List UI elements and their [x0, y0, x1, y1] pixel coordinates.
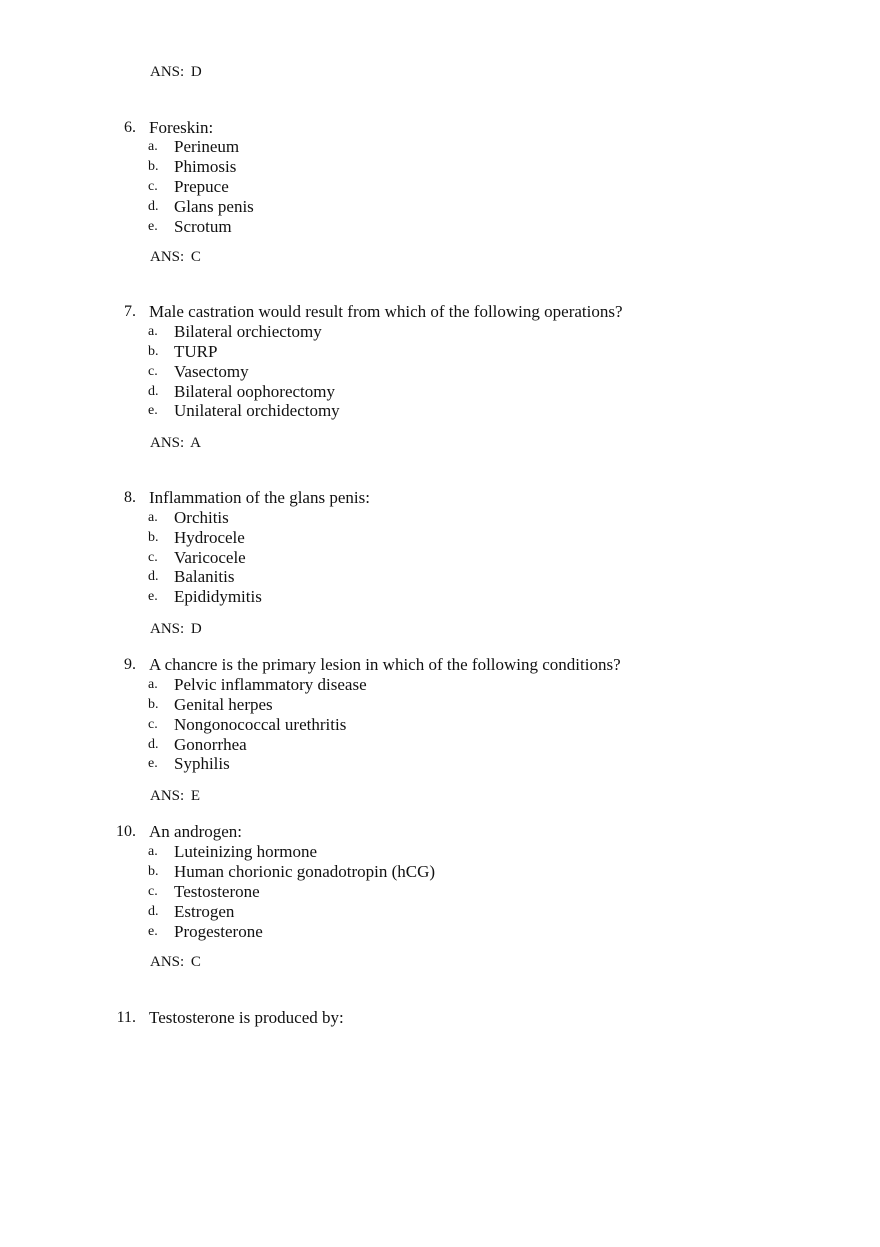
option-text: Testosterone [174, 882, 260, 901]
question-text: Foreskin: [149, 118, 214, 137]
option-letter: e. [148, 589, 158, 604]
option-letter: e. [148, 756, 158, 771]
option-letter: d. [148, 737, 159, 752]
option-text: Phimosis [174, 157, 237, 176]
option-text: Genital herpes [174, 695, 273, 714]
answer: ANS: C [150, 249, 201, 265]
option-text: Vasectomy [174, 362, 249, 381]
question-number: 10. [116, 823, 136, 840]
option-text: Glans penis [174, 197, 254, 216]
option-text: Varicocele [174, 548, 246, 567]
option-letter: a. [148, 324, 158, 339]
question-number: 6. [124, 119, 136, 136]
question-text: Male castration would result from which of the following operations? [149, 302, 623, 321]
option-letter: b. [148, 530, 159, 545]
question-text: Testosterone is produced by: [149, 1008, 344, 1027]
answer-top: ANS: D [150, 64, 202, 80]
question-number: 7. [124, 303, 136, 320]
option-letter: d. [148, 384, 159, 399]
answer: ANS: C [150, 954, 201, 970]
option-text: Nongonococcal urethritis [174, 715, 347, 734]
answer: ANS: D [150, 621, 202, 637]
option-text: Bilateral oophorectomy [174, 382, 335, 401]
option-letter: c. [148, 364, 158, 379]
option-letter: b. [148, 697, 159, 712]
option-text: Bilateral orchiectomy [174, 322, 322, 341]
option-letter: d. [148, 904, 159, 919]
option-letter: c. [148, 179, 158, 194]
option-text: Epididymitis [174, 587, 262, 606]
question-number: 11. [116, 1009, 136, 1026]
option-text: Luteinizing hormone [174, 842, 318, 861]
option-letter: c. [148, 550, 158, 565]
option-letter: c. [148, 884, 158, 899]
option-text: Scrotum [174, 217, 232, 236]
option-text: Estrogen [174, 902, 235, 921]
option-letter: b. [148, 344, 159, 359]
option-letter: e. [148, 924, 158, 939]
answer: ANS: E [150, 788, 201, 804]
answer: ANS: A [150, 435, 201, 451]
option-text: Syphilis [174, 754, 230, 773]
option-text: Balanitis [174, 567, 235, 586]
option-text: Progesterone [174, 922, 263, 941]
option-letter: e. [148, 403, 158, 418]
option-text: Pelvic inflammatory disease [174, 675, 367, 694]
option-letter: a. [148, 510, 158, 525]
option-letter: e. [148, 219, 158, 234]
option-letter: b. [148, 864, 159, 879]
option-letter: d. [148, 199, 159, 214]
question-text: Inflammation of the glans penis: [149, 488, 370, 507]
question-text: An androgen: [149, 822, 243, 841]
option-letter: a. [148, 139, 158, 154]
option-text: Unilateral orchidectomy [174, 401, 340, 420]
option-text: Human chorionic gonadotropin (hCG) [174, 862, 436, 881]
question-text: A chancre is the primary lesion in which of the following conditions? [149, 655, 621, 674]
option-text: Gonorrhea [174, 735, 247, 754]
option-letter: d. [148, 569, 159, 584]
option-text: Hydrocele [174, 528, 245, 547]
question-number: 8. [124, 489, 136, 506]
option-letter: a. [148, 677, 158, 692]
option-letter: b. [148, 159, 159, 174]
option-text: Perineum [174, 137, 240, 156]
option-letter: a. [148, 844, 158, 859]
option-text: Prepuce [174, 177, 229, 196]
option-text: TURP [174, 342, 218, 361]
question-number: 9. [124, 656, 136, 673]
option-letter: c. [148, 717, 158, 732]
option-text: Orchitis [174, 508, 229, 527]
